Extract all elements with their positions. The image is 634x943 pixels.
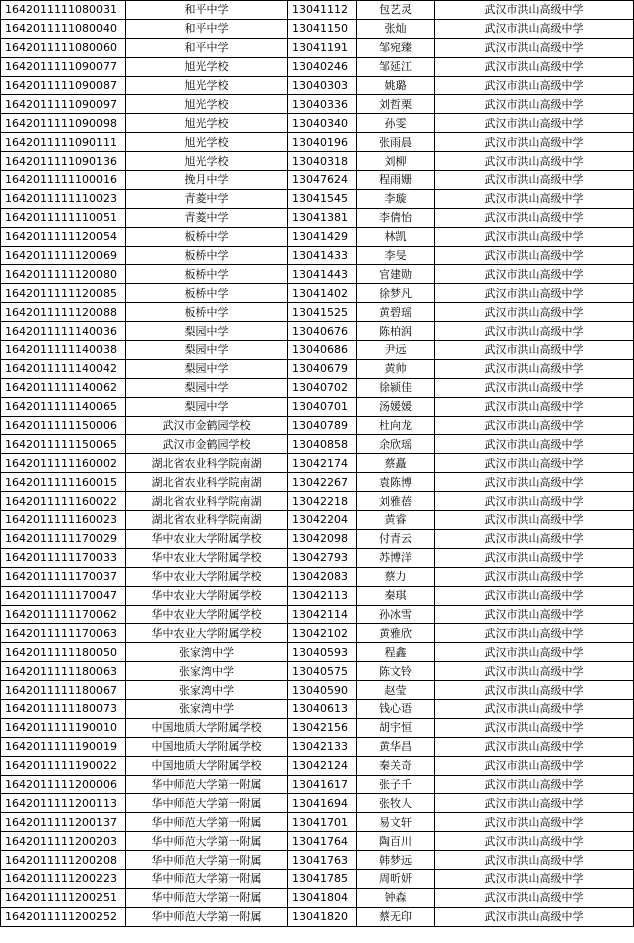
candidate-id-cell: 1642011111200113 (1, 794, 126, 813)
school-name-cell: 板桥中学 (126, 265, 288, 284)
candidate-id-cell: 1642011111140036 (1, 322, 126, 341)
table-row (1, 284, 634, 303)
candidate-id-cell: 1642011111120069 (1, 246, 126, 265)
admitted-school-cell: 武汉市洪山高级中学 (435, 492, 634, 511)
admitted-school-cell: 武汉市洪山高级中学 (435, 813, 634, 832)
admitted-school-cell: 武汉市洪山高级中学 (435, 19, 634, 38)
candidate-id-cell: 1642011111080040 (1, 19, 126, 38)
table-row (1, 473, 634, 492)
school-name-cell: 华中农业大学附属学校 (126, 548, 288, 567)
school-name-cell: 梨园中学 (126, 397, 288, 416)
table-body (1, 1, 634, 927)
student-name-cell: 钟森 (357, 888, 435, 907)
student-name-cell: 秦琪 (357, 586, 435, 605)
student-code-cell: 13041150 (288, 19, 357, 38)
student-name-cell: 邹宛臻 (357, 38, 435, 57)
school-name-cell: 板桥中学 (126, 227, 288, 246)
admitted-school-cell: 武汉市洪山高级中学 (435, 378, 634, 397)
admitted-school-cell: 武汉市洪山高级中学 (435, 586, 634, 605)
candidate-id-cell: 1642011111160015 (1, 473, 126, 492)
student-name-cell: 李璇 (357, 189, 435, 208)
student-code-cell: 13042204 (288, 511, 357, 530)
admitted-school-cell: 武汉市洪山高级中学 (435, 681, 634, 700)
candidate-id-cell: 1642011111200137 (1, 813, 126, 832)
table-row (1, 869, 634, 888)
admitted-school-cell: 武汉市洪山高级中学 (435, 662, 634, 681)
candidate-id-cell: 1642011111180050 (1, 643, 126, 662)
student-name-cell: 黄睿 (357, 511, 435, 530)
admitted-school-cell: 武汉市洪山高级中学 (435, 416, 634, 435)
student-name-cell: 孙雯 (357, 114, 435, 133)
student-code-cell: 13042083 (288, 567, 357, 586)
student-name-cell: 付青云 (357, 529, 435, 548)
school-name-cell: 中国地质大学附属学校 (126, 718, 288, 737)
student-name-cell: 官建勋 (357, 265, 435, 284)
candidate-id-cell: 1642011111090098 (1, 114, 126, 133)
candidate-id-cell: 1642011111170062 (1, 605, 126, 624)
student-code-cell: 13042218 (288, 492, 357, 511)
student-code-cell: 13041701 (288, 813, 357, 832)
student-code-cell: 13041112 (288, 1, 357, 20)
student-name-cell: 易文轩 (357, 813, 435, 832)
student-name-cell: 张子千 (357, 775, 435, 794)
table-row (1, 605, 634, 624)
candidate-id-cell: 1642011111090087 (1, 76, 126, 95)
admitted-school-cell: 武汉市洪山高级中学 (435, 303, 634, 322)
student-code-cell: 13041785 (288, 869, 357, 888)
admitted-school-cell: 武汉市洪山高级中学 (435, 227, 634, 246)
student-name-cell: 钱心语 (357, 699, 435, 718)
admitted-school-cell: 武汉市洪山高级中学 (435, 473, 634, 492)
candidate-id-cell: 1642011111100016 (1, 171, 126, 190)
candidate-id-cell: 1642011111170029 (1, 529, 126, 548)
student-name-cell: 程雨姗 (357, 171, 435, 190)
student-code-cell: 13040789 (288, 416, 357, 435)
school-name-cell: 湖北省农业科学院南湖 (126, 492, 288, 511)
table-row (1, 341, 634, 360)
admitted-school-cell: 武汉市洪山高级中学 (435, 359, 634, 378)
student-code-cell: 13040340 (288, 114, 357, 133)
candidate-id-cell: 1642011111140038 (1, 341, 126, 360)
admitted-school-cell: 武汉市洪山高级中学 (435, 322, 634, 341)
school-name-cell: 板桥中学 (126, 284, 288, 303)
student-code-cell: 13041443 (288, 265, 357, 284)
student-name-cell: 邹延江 (357, 57, 435, 76)
admitted-school-cell: 武汉市洪山高级中学 (435, 57, 634, 76)
school-name-cell: 梨园中学 (126, 359, 288, 378)
student-name-cell: 蔡矗 (357, 454, 435, 473)
school-name-cell: 湖北省农业科学院南湖 (126, 511, 288, 530)
admitted-school-cell: 武汉市洪山高级中学 (435, 567, 634, 586)
student-name-cell: 李旻 (357, 246, 435, 265)
student-name-cell: 包艺灵 (357, 1, 435, 20)
school-name-cell: 梨园中学 (126, 378, 288, 397)
student-name-cell: 程鑫 (357, 643, 435, 662)
student-code-cell: 13047624 (288, 171, 357, 190)
candidate-id-cell: 1642011111200208 (1, 851, 126, 870)
student-code-cell: 13040858 (288, 435, 357, 454)
student-name-cell: 周昕妍 (357, 869, 435, 888)
student-code-cell: 13041525 (288, 303, 357, 322)
table-row (1, 832, 634, 851)
table-row (1, 19, 634, 38)
school-name-cell: 板桥中学 (126, 303, 288, 322)
student-code-cell: 13041764 (288, 832, 357, 851)
admitted-school-cell: 武汉市洪山高级中学 (435, 775, 634, 794)
student-name-cell: 徐梦凡 (357, 284, 435, 303)
school-name-cell: 华中师范大学第一附属 (126, 869, 288, 888)
student-name-cell: 陈文铃 (357, 662, 435, 681)
student-code-cell: 13041617 (288, 775, 357, 794)
student-name-cell: 刘哲栗 (357, 95, 435, 114)
candidate-id-cell: 1642011111190022 (1, 756, 126, 775)
admitted-school-cell: 武汉市洪山高级中学 (435, 888, 634, 907)
student-name-cell: 黄雅欣 (357, 624, 435, 643)
table-row (1, 567, 634, 586)
student-code-cell: 13041820 (288, 907, 357, 926)
student-name-cell: 徐颍佳 (357, 378, 435, 397)
candidate-id-cell: 1642011111090077 (1, 57, 126, 76)
admitted-school-cell: 武汉市洪山高级中学 (435, 265, 634, 284)
school-name-cell: 张家湾中学 (126, 662, 288, 681)
student-code-cell: 13042793 (288, 548, 357, 567)
admitted-school-cell: 武汉市洪山高级中学 (435, 832, 634, 851)
school-name-cell: 张家湾中学 (126, 643, 288, 662)
student-name-cell: 余欣瑶 (357, 435, 435, 454)
student-code-cell: 13040702 (288, 378, 357, 397)
candidate-id-cell: 1642011111170033 (1, 548, 126, 567)
candidate-id-cell: 1642011111120080 (1, 265, 126, 284)
table-row (1, 851, 634, 870)
candidate-id-cell: 1642011111180073 (1, 699, 126, 718)
table-row (1, 756, 634, 775)
table-row (1, 378, 634, 397)
school-name-cell: 青菱中学 (126, 189, 288, 208)
student-name-cell: 张雨晨 (357, 133, 435, 152)
school-name-cell: 和平中学 (126, 38, 288, 57)
admitted-school-cell: 武汉市洪山高级中学 (435, 114, 634, 133)
table-row (1, 322, 634, 341)
table-row (1, 208, 634, 227)
table-row (1, 775, 634, 794)
table-row (1, 794, 634, 813)
table-row (1, 152, 634, 171)
student-code-cell: 13040593 (288, 643, 357, 662)
student-name-cell: 韩梦远 (357, 851, 435, 870)
admitted-school-cell: 武汉市洪山高级中学 (435, 397, 634, 416)
student-name-cell: 林凯 (357, 227, 435, 246)
student-code-cell: 13040590 (288, 681, 357, 700)
student-code-cell: 13040575 (288, 662, 357, 681)
student-name-cell: 陶百川 (357, 832, 435, 851)
student-code-cell: 13041694 (288, 794, 357, 813)
candidate-id-cell: 1642011111180067 (1, 681, 126, 700)
table-row (1, 57, 634, 76)
student-name-cell: 袁陈博 (357, 473, 435, 492)
table-row (1, 114, 634, 133)
school-name-cell: 华中农业大学附属学校 (126, 567, 288, 586)
student-code-cell: 13040701 (288, 397, 357, 416)
school-name-cell: 和平中学 (126, 1, 288, 20)
student-code-cell: 13040318 (288, 152, 357, 171)
student-code-cell: 13040676 (288, 322, 357, 341)
candidate-id-cell: 1642011111120085 (1, 284, 126, 303)
table-row (1, 359, 634, 378)
student-code-cell: 13042102 (288, 624, 357, 643)
student-code-cell: 13041545 (288, 189, 357, 208)
school-name-cell: 板桥中学 (126, 246, 288, 265)
student-code-cell: 13042098 (288, 529, 357, 548)
school-name-cell: 梨园中学 (126, 322, 288, 341)
candidate-id-cell: 1642011111200006 (1, 775, 126, 794)
table-row (1, 397, 634, 416)
student-name-cell: 孙冰雪 (357, 605, 435, 624)
student-name-cell: 蔡无印 (357, 907, 435, 926)
candidate-id-cell: 1642011111160022 (1, 492, 126, 511)
admitted-school-cell: 武汉市洪山高级中学 (435, 341, 634, 360)
table-row (1, 548, 634, 567)
school-name-cell: 湖北省农业科学院南湖 (126, 454, 288, 473)
admitted-school-cell: 武汉市洪山高级中学 (435, 454, 634, 473)
candidate-id-cell: 1642011111180063 (1, 662, 126, 681)
student-code-cell: 13041191 (288, 38, 357, 57)
school-name-cell: 华中农业大学附属学校 (126, 624, 288, 643)
admitted-school-cell: 武汉市洪山高级中学 (435, 529, 634, 548)
table-row (1, 95, 634, 114)
candidate-id-cell: 1642011111090097 (1, 95, 126, 114)
table-row (1, 189, 634, 208)
table-row (1, 907, 634, 926)
student-name-cell: 黄华昌 (357, 737, 435, 756)
student-name-cell: 姚璐 (357, 76, 435, 95)
student-code-cell: 13040246 (288, 57, 357, 76)
admitted-school-cell: 武汉市洪山高级中学 (435, 605, 634, 624)
candidate-id-cell: 1642011111110023 (1, 189, 126, 208)
candidate-id-cell: 1642011111160002 (1, 454, 126, 473)
admitted-school-cell: 武汉市洪山高级中学 (435, 152, 634, 171)
school-name-cell: 武汉市金鹤园学校 (126, 416, 288, 435)
admitted-school-cell: 武汉市洪山高级中学 (435, 284, 634, 303)
admitted-school-cell: 武汉市洪山高级中学 (435, 624, 634, 643)
table-row (1, 662, 634, 681)
table-row (1, 699, 634, 718)
candidate-id-cell: 1642011111170063 (1, 624, 126, 643)
school-name-cell: 中国地质大学附属学校 (126, 756, 288, 775)
student-name-cell: 尹远 (357, 341, 435, 360)
student-name-cell: 黄碧瑶 (357, 303, 435, 322)
table-row (1, 454, 634, 473)
admitted-school-cell: 武汉市洪山高级中学 (435, 737, 634, 756)
student-code-cell: 13042174 (288, 454, 357, 473)
candidate-id-cell: 1642011111160023 (1, 511, 126, 530)
student-name-cell: 胡宇恒 (357, 718, 435, 737)
admitted-school-cell: 武汉市洪山高级中学 (435, 851, 634, 870)
student-code-cell: 13041433 (288, 246, 357, 265)
student-name-cell: 张牧人 (357, 794, 435, 813)
table-row (1, 813, 634, 832)
candidate-id-cell: 1642011111200251 (1, 888, 126, 907)
admitted-school-cell: 武汉市洪山高级中学 (435, 38, 634, 57)
table-row (1, 1, 634, 20)
table-row (1, 76, 634, 95)
table-row (1, 435, 634, 454)
candidate-id-cell: 1642011111110051 (1, 208, 126, 227)
table-row (1, 416, 634, 435)
candidate-id-cell: 1642011111140042 (1, 359, 126, 378)
table-row (1, 171, 634, 190)
candidate-id-cell: 1642011111190010 (1, 718, 126, 737)
candidate-id-cell: 1642011111080031 (1, 1, 126, 20)
table-row (1, 38, 634, 57)
table-row (1, 511, 634, 530)
student-name-cell: 蔡力 (357, 567, 435, 586)
student-code-cell: 13040336 (288, 95, 357, 114)
table-row (1, 133, 634, 152)
candidate-id-cell: 1642011111140062 (1, 378, 126, 397)
candidate-id-cell: 1642011111120054 (1, 227, 126, 246)
candidate-id-cell: 1642011111190019 (1, 737, 126, 756)
admitted-school-cell: 武汉市洪山高级中学 (435, 133, 634, 152)
student-code-cell: 13042113 (288, 586, 357, 605)
admitted-school-cell: 武汉市洪山高级中学 (435, 208, 634, 227)
school-name-cell: 旭光学校 (126, 133, 288, 152)
school-name-cell: 旭光学校 (126, 57, 288, 76)
table-row (1, 265, 634, 284)
admitted-school-cell: 武汉市洪山高级中学 (435, 643, 634, 662)
admitted-school-cell: 武汉市洪山高级中学 (435, 548, 634, 567)
student-code-cell: 13042124 (288, 756, 357, 775)
student-name-cell: 杜向龙 (357, 416, 435, 435)
admitted-school-cell: 武汉市洪山高级中学 (435, 699, 634, 718)
school-name-cell: 华中农业大学附属学校 (126, 605, 288, 624)
admitted-school-cell: 武汉市洪山高级中学 (435, 756, 634, 775)
candidate-id-cell: 1642011111150065 (1, 435, 126, 454)
student-code-cell: 13040686 (288, 341, 357, 360)
school-name-cell: 武汉市金鹤园学校 (126, 435, 288, 454)
school-name-cell: 华中师范大学第一附属 (126, 794, 288, 813)
candidate-id-cell: 1642011111170037 (1, 567, 126, 586)
table-row (1, 227, 634, 246)
table-row (1, 586, 634, 605)
student-name-cell: 李倩怡 (357, 208, 435, 227)
school-name-cell: 旭光学校 (126, 152, 288, 171)
admitted-school-cell: 武汉市洪山高级中学 (435, 1, 634, 20)
table-row (1, 529, 634, 548)
table-row (1, 492, 634, 511)
student-code-cell: 13041402 (288, 284, 357, 303)
school-name-cell: 梨园中学 (126, 341, 288, 360)
student-name-cell: 陈柏润 (357, 322, 435, 341)
candidate-id-cell: 1642011111090111 (1, 133, 126, 152)
table-row (1, 624, 634, 643)
candidate-id-cell: 1642011111090136 (1, 152, 126, 171)
candidate-id-cell: 1642011111150006 (1, 416, 126, 435)
admitted-school-cell: 武汉市洪山高级中学 (435, 718, 634, 737)
school-name-cell: 青菱中学 (126, 208, 288, 227)
student-code-cell: 13042156 (288, 718, 357, 737)
school-name-cell: 华中师范大学第一附属 (126, 888, 288, 907)
school-name-cell: 中国地质大学附属学校 (126, 737, 288, 756)
school-name-cell: 华中师范大学第一附属 (126, 832, 288, 851)
student-code-cell: 13041429 (288, 227, 357, 246)
student-code-cell: 13041381 (288, 208, 357, 227)
school-name-cell: 华中农业大学附属学校 (126, 586, 288, 605)
admitted-school-cell: 武汉市洪山高级中学 (435, 511, 634, 530)
school-name-cell: 华中师范大学第一附属 (126, 851, 288, 870)
school-name-cell: 湖北省农业科学院南湖 (126, 473, 288, 492)
student-code-cell: 13042267 (288, 473, 357, 492)
student-name-cell: 赵莹 (357, 681, 435, 700)
table-row (1, 303, 634, 322)
student-name-cell: 汤媛媛 (357, 397, 435, 416)
student-code-cell: 13040303 (288, 76, 357, 95)
school-name-cell: 华中师范大学第一附属 (126, 775, 288, 794)
admitted-school-cell: 武汉市洪山高级中学 (435, 76, 634, 95)
admitted-school-cell: 武汉市洪山高级中学 (435, 246, 634, 265)
student-name-cell: 黄帅 (357, 359, 435, 378)
school-name-cell: 华中师范大学第一附属 (126, 813, 288, 832)
school-name-cell: 旭光学校 (126, 76, 288, 95)
student-code-cell: 13040196 (288, 133, 357, 152)
school-name-cell: 张家湾中学 (126, 681, 288, 700)
school-name-cell: 旭光学校 (126, 95, 288, 114)
student-name-cell: 苏博洋 (357, 548, 435, 567)
candidate-id-cell: 1642011111200223 (1, 869, 126, 888)
student-code-cell: 13041763 (288, 851, 357, 870)
student-name-cell: 秦关奇 (357, 756, 435, 775)
table-row (1, 246, 634, 265)
school-name-cell: 华中农业大学附属学校 (126, 529, 288, 548)
table-row (1, 888, 634, 907)
admitted-school-cell: 武汉市洪山高级中学 (435, 907, 634, 926)
school-name-cell: 张家湾中学 (126, 699, 288, 718)
admitted-school-cell: 武汉市洪山高级中学 (435, 435, 634, 454)
admitted-school-cell: 武汉市洪山高级中学 (435, 869, 634, 888)
table-row (1, 681, 634, 700)
admitted-school-cell: 武汉市洪山高级中学 (435, 189, 634, 208)
school-name-cell: 挽月中学 (126, 171, 288, 190)
table-row (1, 643, 634, 662)
school-name-cell: 旭光学校 (126, 114, 288, 133)
table-row (1, 718, 634, 737)
admitted-school-cell: 武汉市洪山高级中学 (435, 171, 634, 190)
table-row (1, 737, 634, 756)
student-name-cell: 刘雅蓓 (357, 492, 435, 511)
candidate-id-cell: 1642011111200252 (1, 907, 126, 926)
candidate-id-cell: 1642011111200203 (1, 832, 126, 851)
student-code-cell: 13040613 (288, 699, 357, 718)
admitted-school-cell: 武汉市洪山高级中学 (435, 794, 634, 813)
admitted-school-cell: 武汉市洪山高级中学 (435, 95, 634, 114)
candidate-id-cell: 1642011111120088 (1, 303, 126, 322)
student-name-cell: 张灿 (357, 19, 435, 38)
student-code-cell: 13042133 (288, 737, 357, 756)
school-name-cell: 和平中学 (126, 19, 288, 38)
school-name-cell: 华中师范大学第一附属 (126, 907, 288, 926)
student-code-cell: 13040679 (288, 359, 357, 378)
student-code-cell: 13041804 (288, 888, 357, 907)
student-name-cell: 刘柳 (357, 152, 435, 171)
candidate-id-cell: 1642011111080060 (1, 38, 126, 57)
student-code-cell: 13042114 (288, 605, 357, 624)
candidate-id-cell: 1642011111170047 (1, 586, 126, 605)
candidate-id-cell: 1642011111140065 (1, 397, 126, 416)
